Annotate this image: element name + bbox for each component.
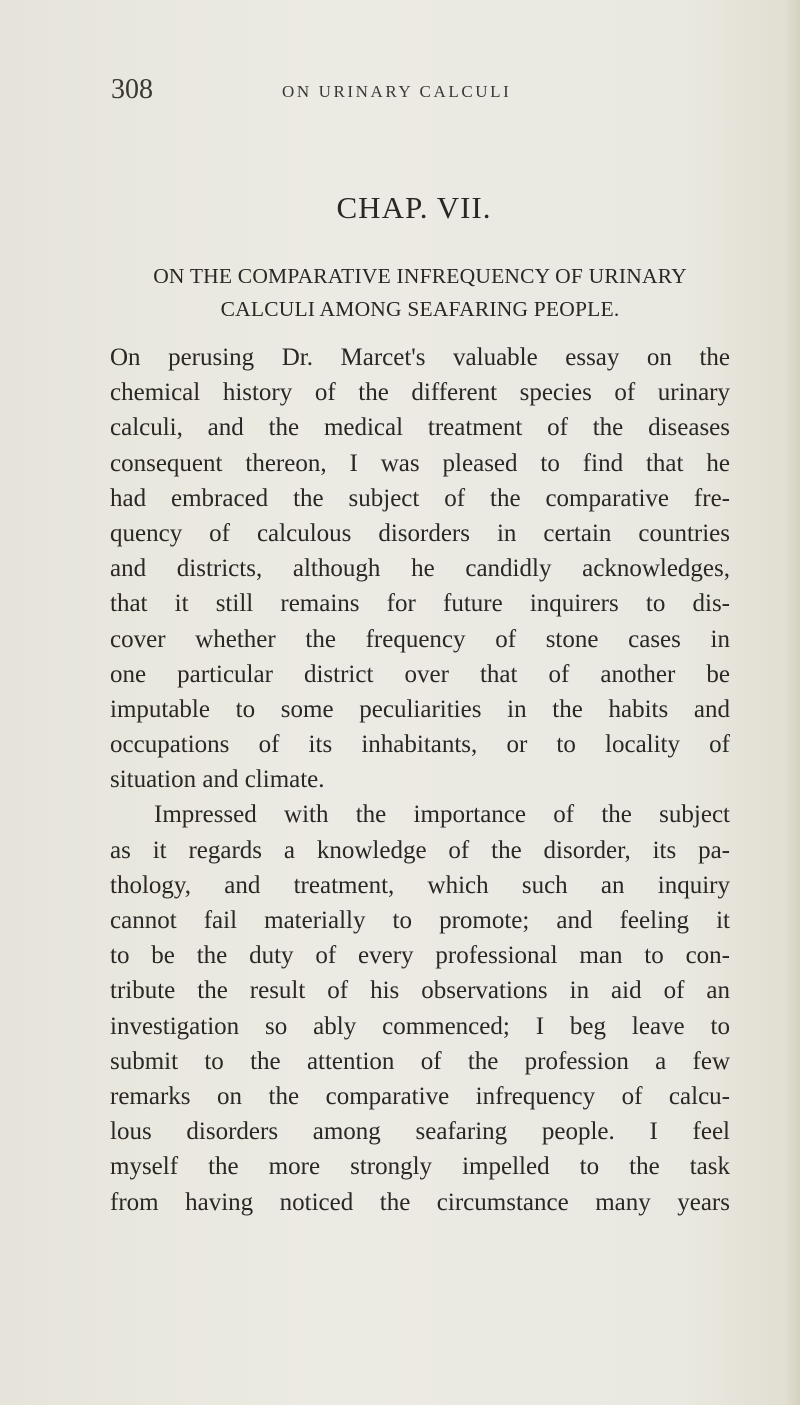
chapter-subtitle-line: CALCULI AMONG SEAFARING PEOPLE. [220,297,620,321]
text-line: imputable to some peculiarities in the habits and [110,695,730,723]
text-line: chemical history of the different species of urinary [110,379,730,407]
text-line: and districts, although he candidly acknowledges, [110,555,730,583]
text-line: submit to the attention of the profession a few [110,1047,730,1075]
text-line: quency of calculous disorders in certain countries [110,519,730,547]
text-line: as it regards a knowledge of the disorder, its pa- [110,836,730,864]
text-line: myself the more strongly impelled to the task [110,1153,730,1181]
chapter-subtitle-line: ON THE COMPARATIVE INFREQUENCY OF URINARY [153,264,687,288]
text-line: thology, and treatment, which such an inquiry [110,871,730,899]
page-number: 308 [111,74,153,105]
text-line: investigation so ably commenced; I beg leave to [110,1012,730,1040]
running-head [111,74,691,114]
chapter-heading [0,190,800,226]
text-line: tribute the result of his observations in aid of an [110,977,730,1005]
text-line: that it still remains for future inquirers to dis- [110,590,730,618]
body-text [110,340,730,1220]
text-line: consequent thereon, I was pleased to find that he [110,449,730,477]
running-title: ON URINARY CALCULI [282,82,512,101]
chapter-title: CHAP. VII. [336,190,492,225]
text-line: remarks on the comparative infrequency of calcu- [110,1082,730,1110]
text-line: to be the duty of every professional man to con- [110,942,730,970]
text-line: cannot fail materially to promote; and feeling it [110,907,730,934]
text-line: On perusing Dr. Marcet's valuable essay on the [110,344,730,371]
paragraph-end-line: situation and climate. [110,766,325,794]
text-line: lous disorders among seafaring people. I feel [110,1118,730,1146]
chapter-subtitle [100,260,740,326]
text-line: one particular district over that of another be [110,660,730,688]
text-line: had embraced the subject of the comparative fre- [110,484,730,512]
text-line: occupations of its inhabitants, or to locality of [110,731,730,759]
paragraph-start-line: Impressed with the importance of the subject [154,801,730,829]
text-line: cover whether the frequency of stone cases in [110,625,730,653]
text-line: from having noticed the circumstance many years [110,1188,730,1216]
text-line: calculi, and the medical treatment of the diseases [110,414,730,442]
